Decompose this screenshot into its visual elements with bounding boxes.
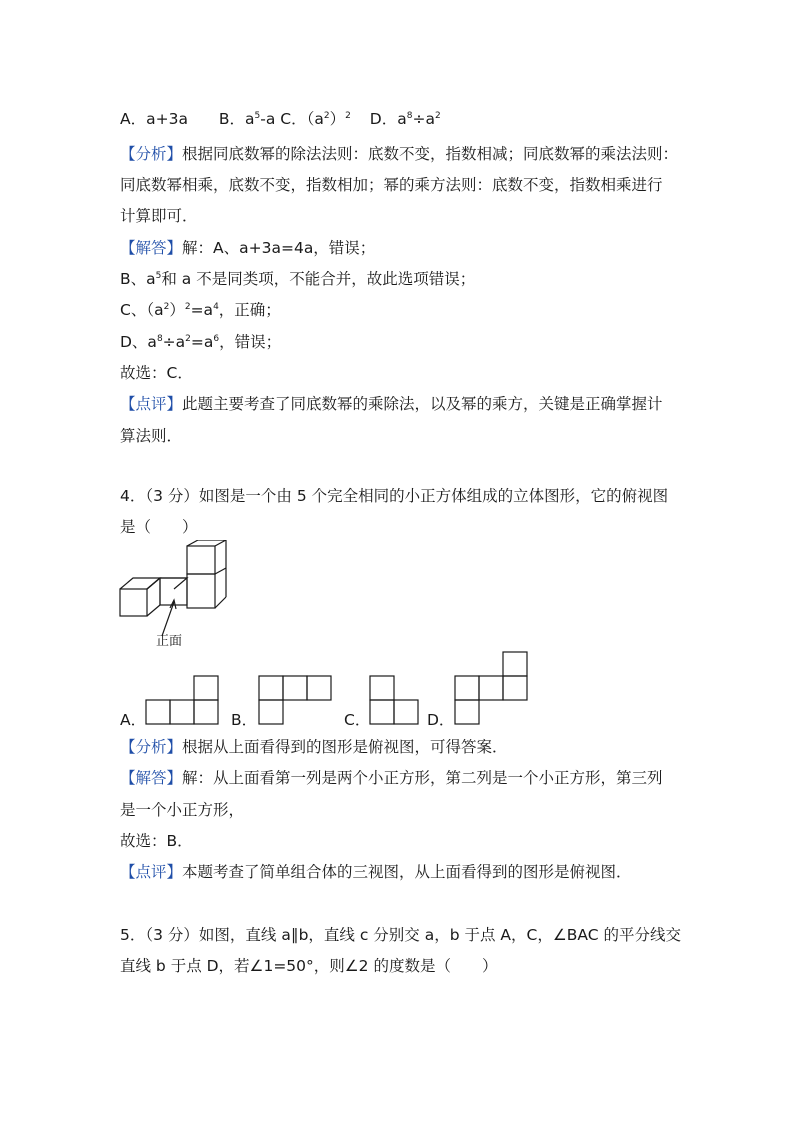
- analysis-tag: 【分析】: [120, 738, 183, 756]
- q4-option-d-figure: [453, 650, 529, 726]
- q4-option-b-label: B．: [231, 711, 258, 729]
- q3-analysis-line-1: 【分析】根据同底数幂的除法法则：底数不变，指数相减；同底数幂的乘法法则：: [120, 145, 679, 163]
- q3-option-d: D．$a^8\div a^2$: [369, 110, 441, 128]
- q4-stem-line-1: 4．（3 分）如图是一个由 5 个完全相同的小正方体组成的立体图形，它的俯视图: [120, 487, 669, 505]
- q3-answer-line-d: D、$a^8\div a^2=a^6$，错误；: [120, 333, 282, 351]
- q3-answer-line-b: B、$a^5$和 a 不是同类项，不能合并，故此选项错误；: [120, 270, 476, 288]
- q3-options: [120, 109, 441, 129]
- q4-answer-line-1: 【解答】解：从上面看第一列是两个小正方形，第二列是一个小正方形，第三列: [120, 769, 663, 787]
- q4-option-d-label: D．: [427, 711, 455, 729]
- q4-stem-line-2: 是（ ）: [120, 518, 198, 536]
- q4-option-c-label: C．: [344, 711, 371, 729]
- answer-tag: 【解答】: [120, 769, 183, 787]
- q4-choice: 故选：B．: [120, 832, 193, 850]
- q3-option-c: C．$(a^2)^2$: [280, 110, 351, 128]
- q4-analysis: 【分析】根据从上面看得到的图形是俯视图，可得答案．: [120, 738, 508, 756]
- comment-tag: 【点评】: [120, 395, 183, 413]
- q4-option-a-label: A．: [120, 711, 147, 729]
- analysis-tag: 【分析】: [120, 145, 183, 163]
- q3-comment-line-2: 算法则．: [120, 427, 183, 445]
- q3-option-a: A．a+3a: [120, 110, 188, 128]
- q3-analysis-line-2: 同底数幂相乘，底数不变，指数相加；幂的乘方法则：底数不变，指数相乘进行: [120, 176, 663, 194]
- q4-option-a-figure: [144, 674, 220, 726]
- q3-option-b: B．$a^5-a$: [218, 110, 276, 128]
- q4-option-c-figure: [368, 674, 420, 726]
- q3-answer-line-1: 【解答】解：A、a+3a=4a，错误；: [120, 239, 376, 257]
- q4-answer-line-2: 是一个小正方形，: [120, 801, 245, 819]
- q5-stem-line-2: 直线 b 于点 D，若∠1=50°，则∠2 的度数是（ ）: [120, 957, 498, 975]
- q3-choice: 故选：C．: [120, 364, 193, 382]
- cube-stack-figure: [112, 540, 242, 640]
- comment-tag: 【点评】: [120, 863, 183, 881]
- answer-tag: 【解答】: [120, 239, 183, 257]
- q4-option-b-figure: [257, 674, 333, 726]
- q4-comment: 【点评】本题考查了简单组合体的三视图，从上面看得到的图形是俯视图．: [120, 863, 632, 881]
- q3-analysis-line-3: 计算即可．: [120, 207, 198, 225]
- q3-answer-line-c: C、$(a^2)^2=a^4$，正确；: [120, 301, 281, 319]
- q5-stem-line-1: 5．（3 分）如图，直线 a∥b，直线 c 分别交 a，b 于点 A，C，∠BAC 的平分线交: [120, 926, 681, 944]
- q3-comment-line-1: 【点评】此题主要考查了同底数幂的乘除法，以及幂的乘方，关键是正确掌握计: [120, 395, 663, 413]
- front-label: 正面: [156, 634, 183, 649]
